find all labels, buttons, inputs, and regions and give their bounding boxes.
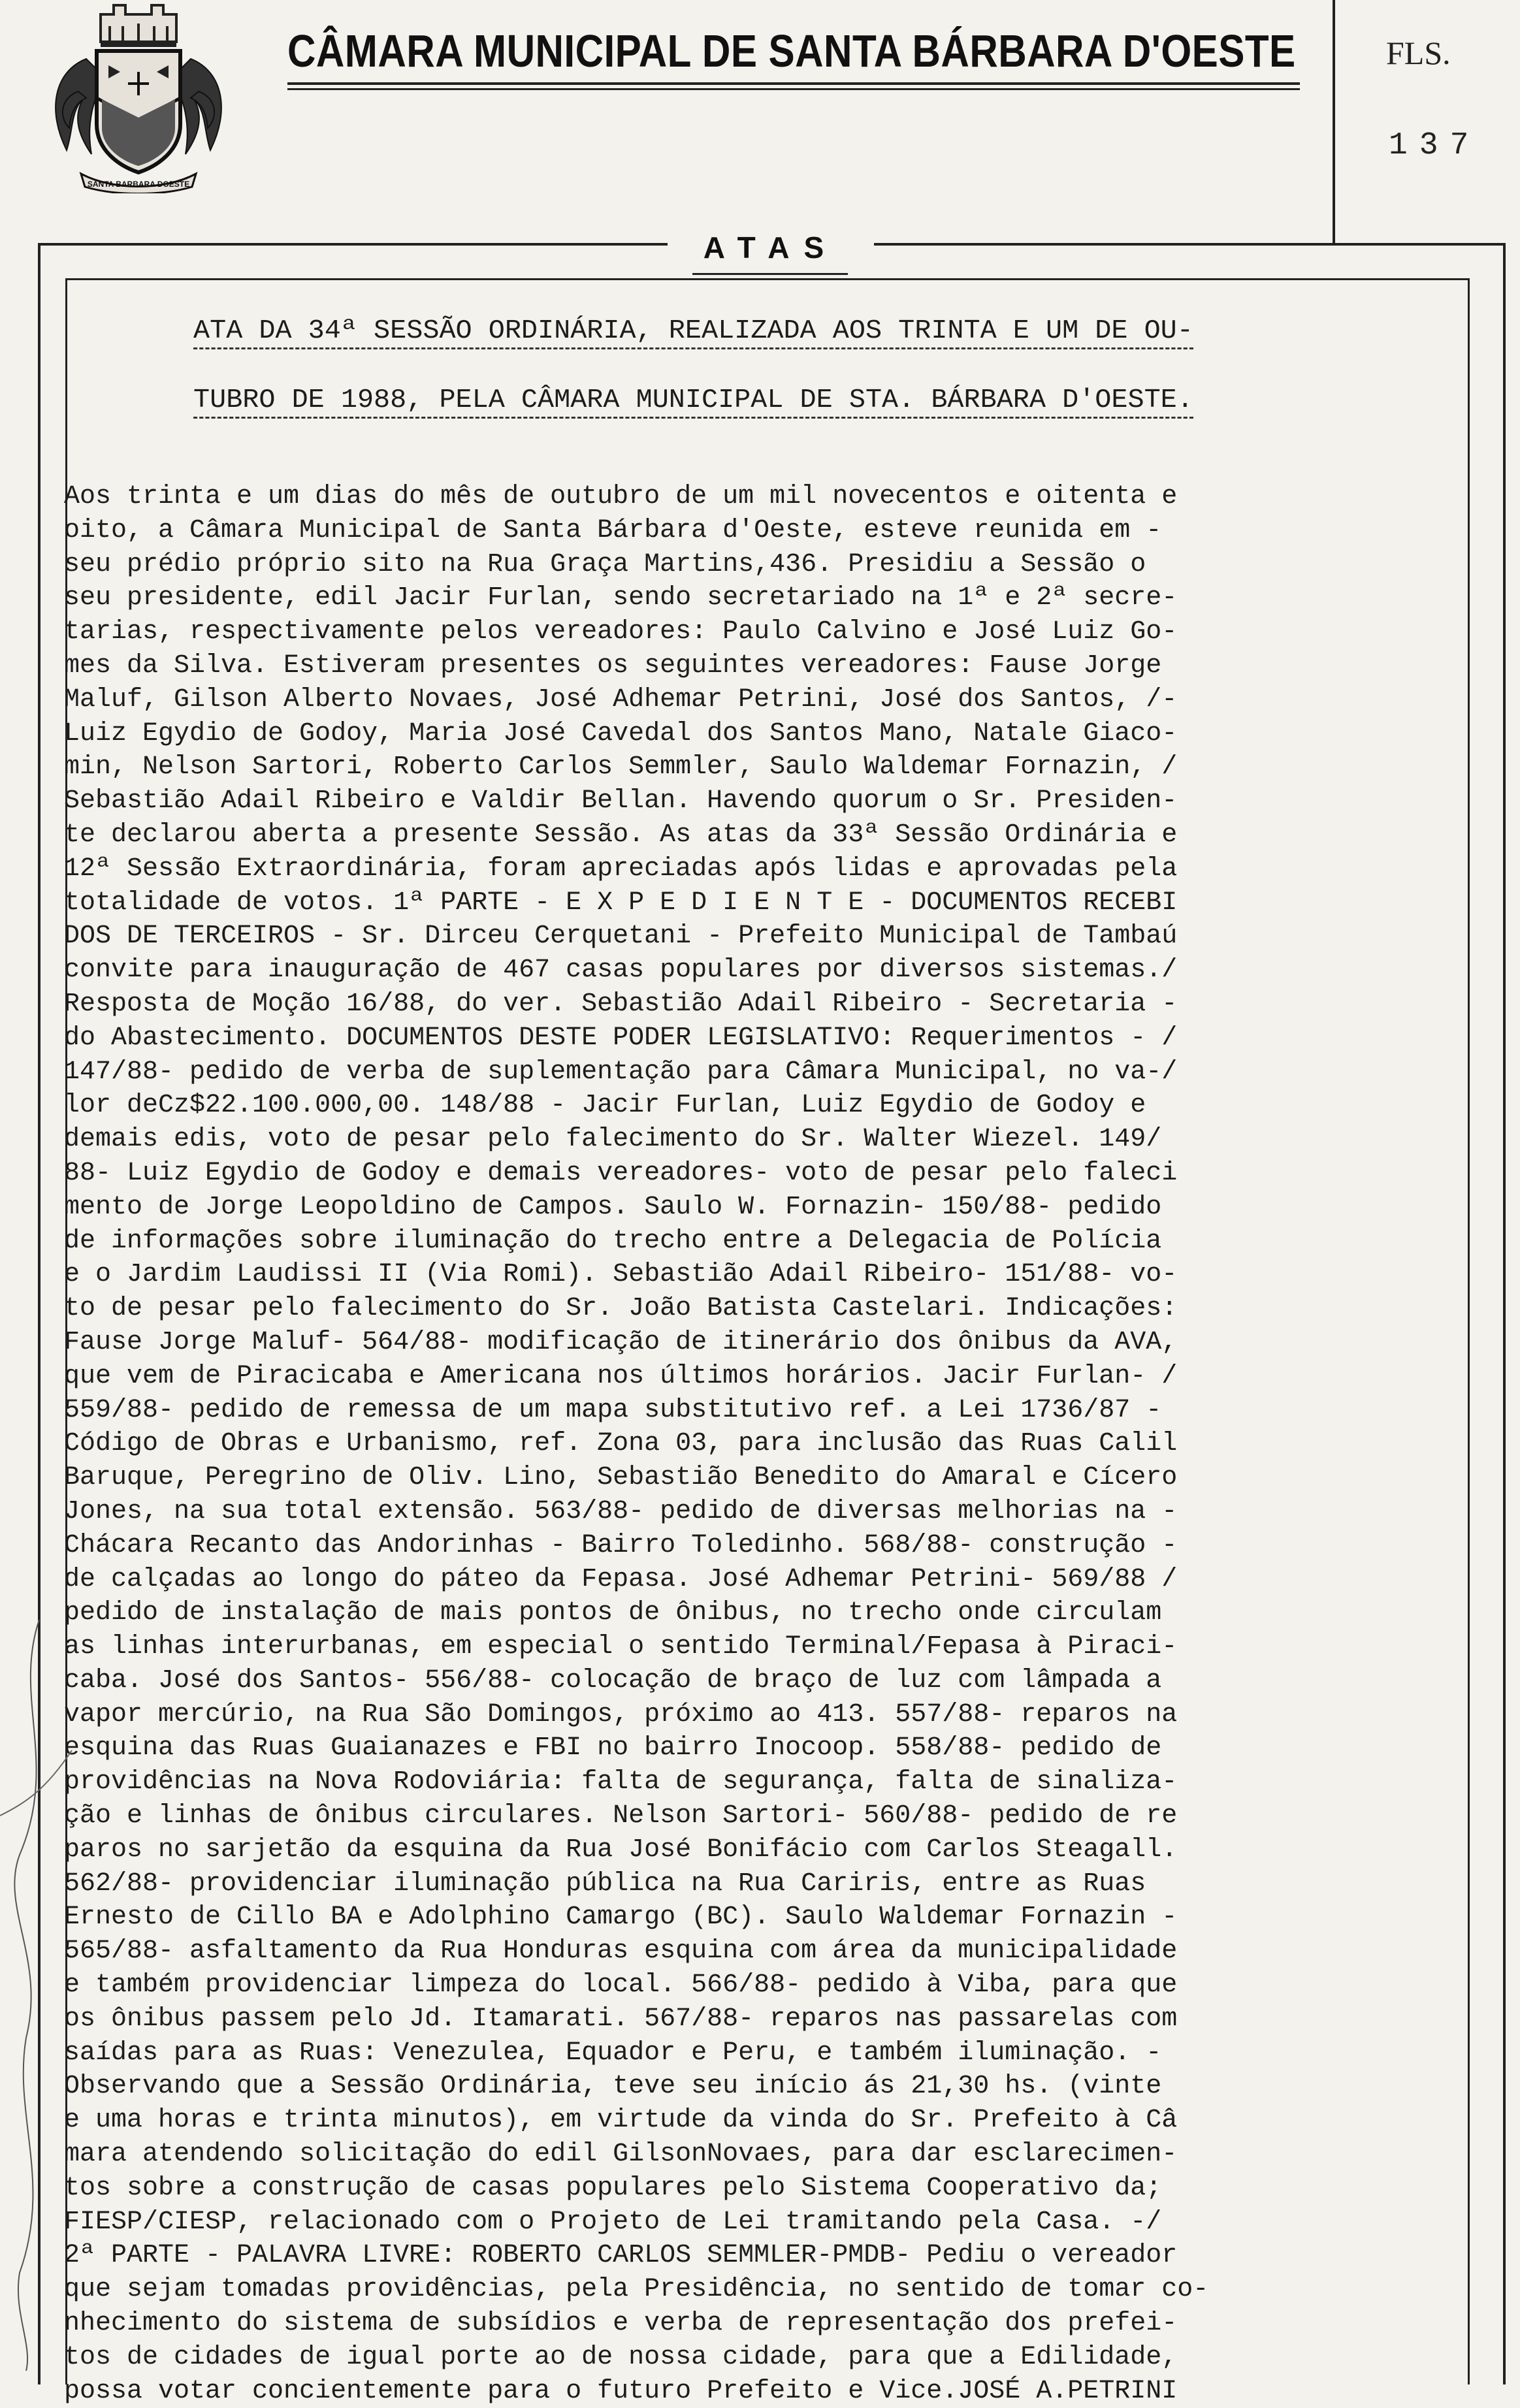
body-line: caba. José dos Santos- 556/88- colocação de braço de luz com lâmpada a bbox=[64, 1665, 1162, 1695]
body-line: de calçadas ao longo do páteo da Fepasa. José Adhemar Petrini- 569/88 / bbox=[64, 1564, 1178, 1594]
section-title-underline bbox=[692, 273, 848, 275]
body-line: Sebastião Adail Ribeiro e Valdir Bellan. Havendo quorum o Sr. Presiden- bbox=[64, 786, 1178, 816]
body-line: pedido de instalação de mais pontos de ônibus, no trecho onde circulam bbox=[64, 1598, 1162, 1628]
body-line: Fause Jorge Maluf- 564/88- modificação de itinerário dos ônibus da AVA, bbox=[64, 1327, 1178, 1357]
crest-motto: SANTA BARBARA DOESTE bbox=[87, 180, 190, 189]
body-line: providências na Nova Rodoviária: falta de segurança, falta de sinaliza- bbox=[64, 1767, 1178, 1797]
body-line: nhecimento do sistema de subsídios e verba de representação dos prefei- bbox=[64, 2309, 1178, 2339]
body-line: totalidade de votos. 1ª PARTE - E X P E D I E N T E - DOCUMENTOS RECEBI bbox=[64, 888, 1178, 918]
body-line: ção e linhas de ônibus circulares. Nelson Sartori- 560/88- pedido de re bbox=[64, 1801, 1178, 1831]
body-line: mento de Jorge Leopoldino de Campos. Saulo W. Fornazin- 150/88- pedido bbox=[64, 1192, 1162, 1222]
header-divider bbox=[1333, 0, 1335, 243]
body-line: to de pesar pelo falecimento do Sr. João Batista Castelari. Indicações: bbox=[64, 1294, 1178, 1324]
body-line: tos sobre a construção de casas populares pelo Sistema Cooperativo da; bbox=[64, 2173, 1162, 2203]
header-rule bbox=[287, 82, 1300, 85]
body-line: DOS DE TERCEIROS - Sr. Dirceu Cerquetani - Prefeito Municipal de Tambaú bbox=[64, 922, 1178, 952]
body-line: 147/88- pedido de verba de suplementação para Câmara Municipal, no va-/ bbox=[64, 1057, 1178, 1087]
body-line: seu prédio próprio sito na Rua Graça Martins,436. Presidiu a Sessão o bbox=[64, 549, 1146, 579]
coat-of-arms-icon bbox=[40, 0, 236, 193]
fls-label: FLS. bbox=[1386, 35, 1451, 71]
body-line: seu presidente, edil Jacir Furlan, sendo secretariado na 1ª e 2ª secre- bbox=[64, 583, 1178, 613]
body-line: e o Jardim Laudissi II (Via Romi). Sebastião Adail Ribeiro- 151/88- vo- bbox=[64, 1260, 1178, 1290]
body-line: possa votar concientemente para o futuro Prefeito e Vice.JOSÉ A.PETRINI bbox=[64, 2376, 1178, 2406]
body-line: tos de cidades de igual porte ao de nossa cidade, para que a Edilidade, bbox=[64, 2342, 1178, 2372]
body-line: Baruque, Peregrino de Oliv. Lino, Sebastião Benedito do Amaral e Cícero bbox=[64, 1463, 1178, 1493]
margin-ink-mark bbox=[0, 1620, 78, 2371]
body-line: 562/88- providenciar iluminação pública na Rua Cariris, entre as Ruas bbox=[64, 1869, 1146, 1899]
body-line: que sejam tomadas providências, pela Presidência, no sentido de tomar co- bbox=[64, 2275, 1209, 2305]
body-line: Maluf, Gilson Alberto Novaes, José Adhemar Petrini, José dos Santos, /- bbox=[64, 684, 1178, 714]
body-line: 2ª PARTE - PALAVRA LIVRE: ROBERTO CARLOS SEMMLER-PMDB- Pediu o vereador bbox=[64, 2241, 1178, 2271]
body-line: Observando que a Sessão Ordinária, teve seu início ás 21,30 hs. (vinte bbox=[64, 2072, 1162, 2102]
body-line: e uma horas e trinta minutos), em virtude da vinda do Sr. Prefeito à Câ bbox=[64, 2106, 1178, 2136]
body-line: Jones, na sua total extensão. 563/88- pedido de diversas melhorias na - bbox=[64, 1496, 1178, 1526]
page-number: 137 bbox=[1389, 128, 1481, 163]
body-line: Luiz Egydio de Godoy, Maria José Cavedal dos Santos Mano, Natale Giaco- bbox=[64, 718, 1178, 748]
body-line: Código de Obras e Urbanismo, ref. Zona 03, para inclusão das Ruas Calil bbox=[64, 1429, 1178, 1459]
body-line: esquina das Ruas Guaianazes e FBI no bairro Inocoop. 558/88- pedido de bbox=[64, 1733, 1162, 1763]
body-line: demais edis, voto de pesar pelo falecimento do Sr. Walter Wiezel. 149/ bbox=[64, 1125, 1162, 1155]
header-rule bbox=[287, 88, 1300, 90]
body-line: oito, a Câmara Municipal de Santa Bárbara d'Oeste, esteve reunida em - bbox=[64, 515, 1162, 545]
body-line: lor deCz$22.100.000,00. 148/88 - Jacir Furlan, Luiz Egydio de Godoy e bbox=[64, 1091, 1146, 1121]
body-line: os ônibus passem pelo Jd. Itamarati. 567/88- reparos nas passarelas com bbox=[64, 2004, 1178, 2034]
body-line: mara atendendo solicitação do edil GilsonNovaes, para dar esclarecimen- bbox=[64, 2140, 1178, 2170]
body-line: 559/88- pedido de remessa de um mapa substitutivo ref. a Lei 1736/87 - bbox=[64, 1395, 1162, 1425]
body-line: 565/88- asfaltamento da Rua Honduras esquina com área da municipalidade bbox=[64, 1936, 1178, 1967]
body-line: Ernesto de Cillo BA e Adolphino Camargo (BC). Saulo Waldemar Fornazin - bbox=[64, 1902, 1178, 1933]
body-line: Aos trinta e um dias do mês de outubro de um mil novecentos e oitenta e bbox=[64, 482, 1178, 511]
body-line: Chácara Recanto das Andorinhas - Bairro Toledinho. 568/88- construção - bbox=[64, 1530, 1178, 1560]
body-line: saídas para as Ruas: Venezulea, Equador e Peru, e também iluminação. - bbox=[64, 2038, 1162, 2068]
minutes-heading-line: TUBRO DE 1988, PELA CÂMARA MUNICIPAL DE STA. BÁRBARA D'OESTE. bbox=[193, 385, 1193, 415]
body-line: tarias, respectivamente pelos vereadores: Paulo Calvino e José Luiz Go- bbox=[64, 617, 1178, 647]
body-line: vapor mercúrio, na Rua São Domingos, próximo ao 413. 557/88- reparos na bbox=[64, 1699, 1178, 1729]
chamber-name: CÂMARA MUNICIPAL DE SANTA BÁRBARA D'OESTE bbox=[287, 25, 1296, 76]
body-line: min, Nelson Sartori, Roberto Carlos Semmler, Saulo Waldemar Fornazin, / bbox=[64, 752, 1178, 782]
body-line: Resposta de Moção 16/88, do ver. Sebastião Adail Ribeiro - Secretaria - bbox=[64, 989, 1178, 1019]
body-line: convite para inauguração de 467 casas populares por diversos sistemas./ bbox=[64, 955, 1178, 986]
body-line: mes da Silva. Estiveram presentes os seguintes vereadores: Fause Jorge bbox=[64, 650, 1162, 681]
body-line: de informações sobre iluminação do trecho entre a Delegacia de Polícia bbox=[64, 1226, 1162, 1256]
minutes-body bbox=[64, 480, 1462, 2408]
section-title: ATAS bbox=[703, 231, 839, 265]
body-line: as linhas interurbanas, em especial o sentido Terminal/Fepasa à Piraci- bbox=[64, 1632, 1178, 1662]
minutes-heading-line: ATA DA 34ª SESSÃO ORDINÁRIA, REALIZADA AOS TRINTA E UM DE OU- bbox=[193, 316, 1193, 346]
body-line: 88- Luiz Egydio de Godoy e demais vereadores- voto de pesar pelo faleci bbox=[64, 1158, 1178, 1188]
body-line: paros no sarjetão da esquina da Rua José Bonifácio com Carlos Steagall. bbox=[64, 1835, 1178, 1865]
body-line: FIESP/CIESP, relacionado com o Projeto de Lei tramitando pela Casa. -/ bbox=[64, 2207, 1162, 2237]
body-line: 12ª Sessão Extraordinária, foram apreciadas após lidas e aprovadas pela bbox=[64, 854, 1178, 884]
body-line: do Abastecimento. DOCUMENTOS DESTE PODER LEGISLATIVO: Requerimentos - / bbox=[64, 1023, 1178, 1053]
body-line: que vem de Piracicaba e Americana nos últimos horários. Jacir Furlan- / bbox=[64, 1361, 1178, 1391]
body-line: te declarou aberta a presente Sessão. As atas da 33ª Sessão Ordinária e bbox=[64, 820, 1178, 850]
body-line: e também providenciar limpeza do local. 566/88- pedido à Viba, para que bbox=[64, 1970, 1178, 2000]
